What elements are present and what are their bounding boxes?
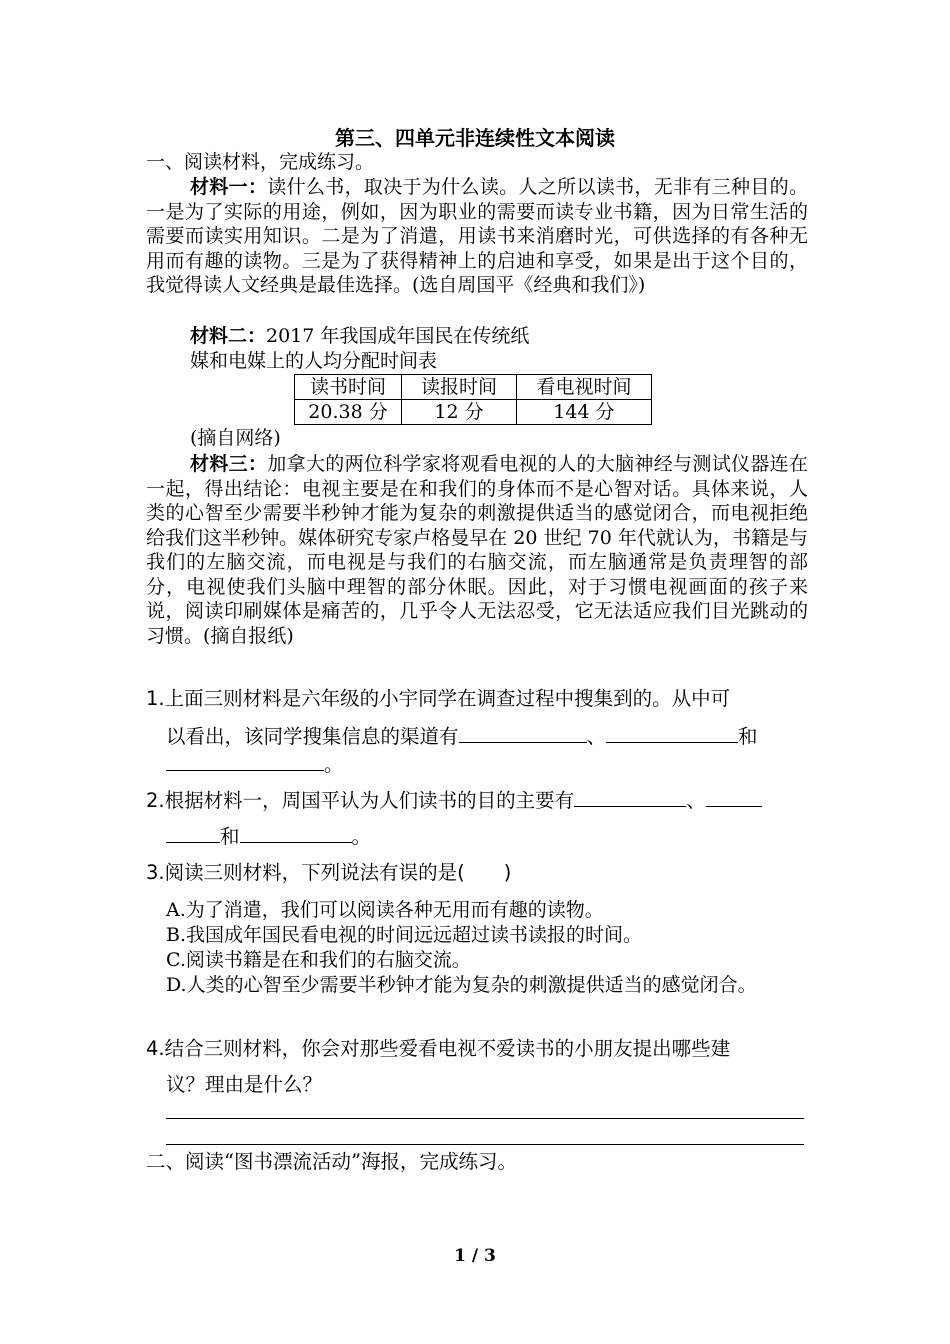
option-b: B.我国成年国民看电视的时间远远超过读书读报的时间。 <box>166 924 643 946</box>
question-3: 3.阅读三则材料，下列说法有误的是( ) <box>146 861 512 884</box>
table-cell: 20.38 分 <box>295 400 402 425</box>
answer-line[interactable] <box>166 1118 804 1119</box>
answer-blank[interactable] <box>606 724 738 743</box>
table-header-cell: 看电视时间 <box>517 375 652 400</box>
material-two-label: 材料二： <box>190 325 267 347</box>
section-2-heading: 二、阅读“图书漂流活动”海报，完成练习。 <box>146 1150 517 1173</box>
question-4-line2: 议？理由是什么？ <box>166 1073 323 1096</box>
question-2-line1: 2.根据材料一，周国平认为人们读书的目的主要有 、 <box>146 788 762 814</box>
option-a: A.为了消遣，我们可以阅读各种无用而有趣的读物。 <box>166 899 604 921</box>
option-d: D.人类的心智至少需要半秒钟才能为复杂的刺激提供适当的感觉闭合。 <box>166 974 757 996</box>
answer-line[interactable] <box>166 1144 804 1145</box>
question-1-line1: 1.上面三则材料是六年级的小宇同学在调查过程中搜集到的。从中可 <box>146 687 731 710</box>
material-two-title-line2: 媒和电媒上的人均分配时间表 <box>190 350 438 372</box>
table-header-cell: 读书时间 <box>295 375 402 400</box>
question-2-line2: 和 。 <box>166 824 371 850</box>
question-1-line3: 。 <box>166 752 344 778</box>
answer-blank[interactable] <box>166 824 220 843</box>
answer-blank[interactable] <box>459 724 587 743</box>
table-header-cell: 读报时间 <box>402 375 517 400</box>
material-one-label: 材料一： <box>190 176 268 198</box>
section-1-heading: 一、阅读材料，完成练习。 <box>146 151 375 173</box>
time-table <box>294 374 652 425</box>
table-cell: 144 分 <box>517 400 652 425</box>
answer-blank[interactable] <box>166 752 324 771</box>
material-two-source: (摘自网络) <box>190 427 281 449</box>
material-one <box>146 175 808 298</box>
material-two-heading <box>190 324 850 348</box>
question-4-line1: 4.结合三则材料，你会对那些爱看电视不爱读书的小朋友提出哪些建 <box>146 1037 731 1060</box>
material-three-label: 材料三： <box>190 453 268 475</box>
question-1-line2: 以看出，该同学搜集信息的渠道有 、 和 <box>166 725 758 748</box>
material-three-text: 加拿大的两位科学家将观看电视的人的大脑神经与测试仪器连在一起，得出结论：电视主要是在和我们的身体而不是心智对话。具体来说，人类的心智至少需要半秒钟才能为复杂的刺激提供适当的感觉闭合，而电视拒绝给我们这半秒钟。媒体研究专家卢格曼早在 20 世纪 70 年代就认为，书籍是与我们的左脑交流，而电视是与我们的右脑交流，而左脑通常是负责理智的部分，电视使我们头脑中理智的部分休眠。因此，对于习惯电视画面的孩子来说，阅读印刷媒体是痛苦的，几乎令人无法忍受，它无法适应我们目光跳动的习惯。(摘自报纸) <box>146 453 808 647</box>
table-cell: 12 分 <box>402 400 517 425</box>
page-number: 1 / 3 <box>454 1246 496 1266</box>
table-row <box>295 400 652 425</box>
option-c: C.阅读书籍是在和我们的右脑交流。 <box>166 949 471 971</box>
answer-blank[interactable] <box>706 788 762 807</box>
material-three <box>146 452 808 648</box>
answer-blank[interactable] <box>574 788 686 807</box>
answer-blank[interactable] <box>240 824 352 843</box>
page-title: 第三、四单元非连续性文本阅读 <box>335 126 615 150</box>
table-header-row <box>295 375 652 400</box>
material-one-text: 读什么书，取决于为什么读。人之所以读书，无非有三种目的。一是为了实际的用途，例如，因为职业的需要而读专业书籍，因为日常生活的需要而读实用知识。二是为了消遣，用读书来消磨时光，可供选择的有各种无用而有趣的读物。三是为了获得精神上的启迪和享受，如果是出于这个目的，我觉得读人文经典是最佳选择。(选自周国平《经典和我们》) <box>146 176 808 296</box>
material-two-title-line1: 2017 年我国成年国民在传统纸 <box>266 325 530 347</box>
